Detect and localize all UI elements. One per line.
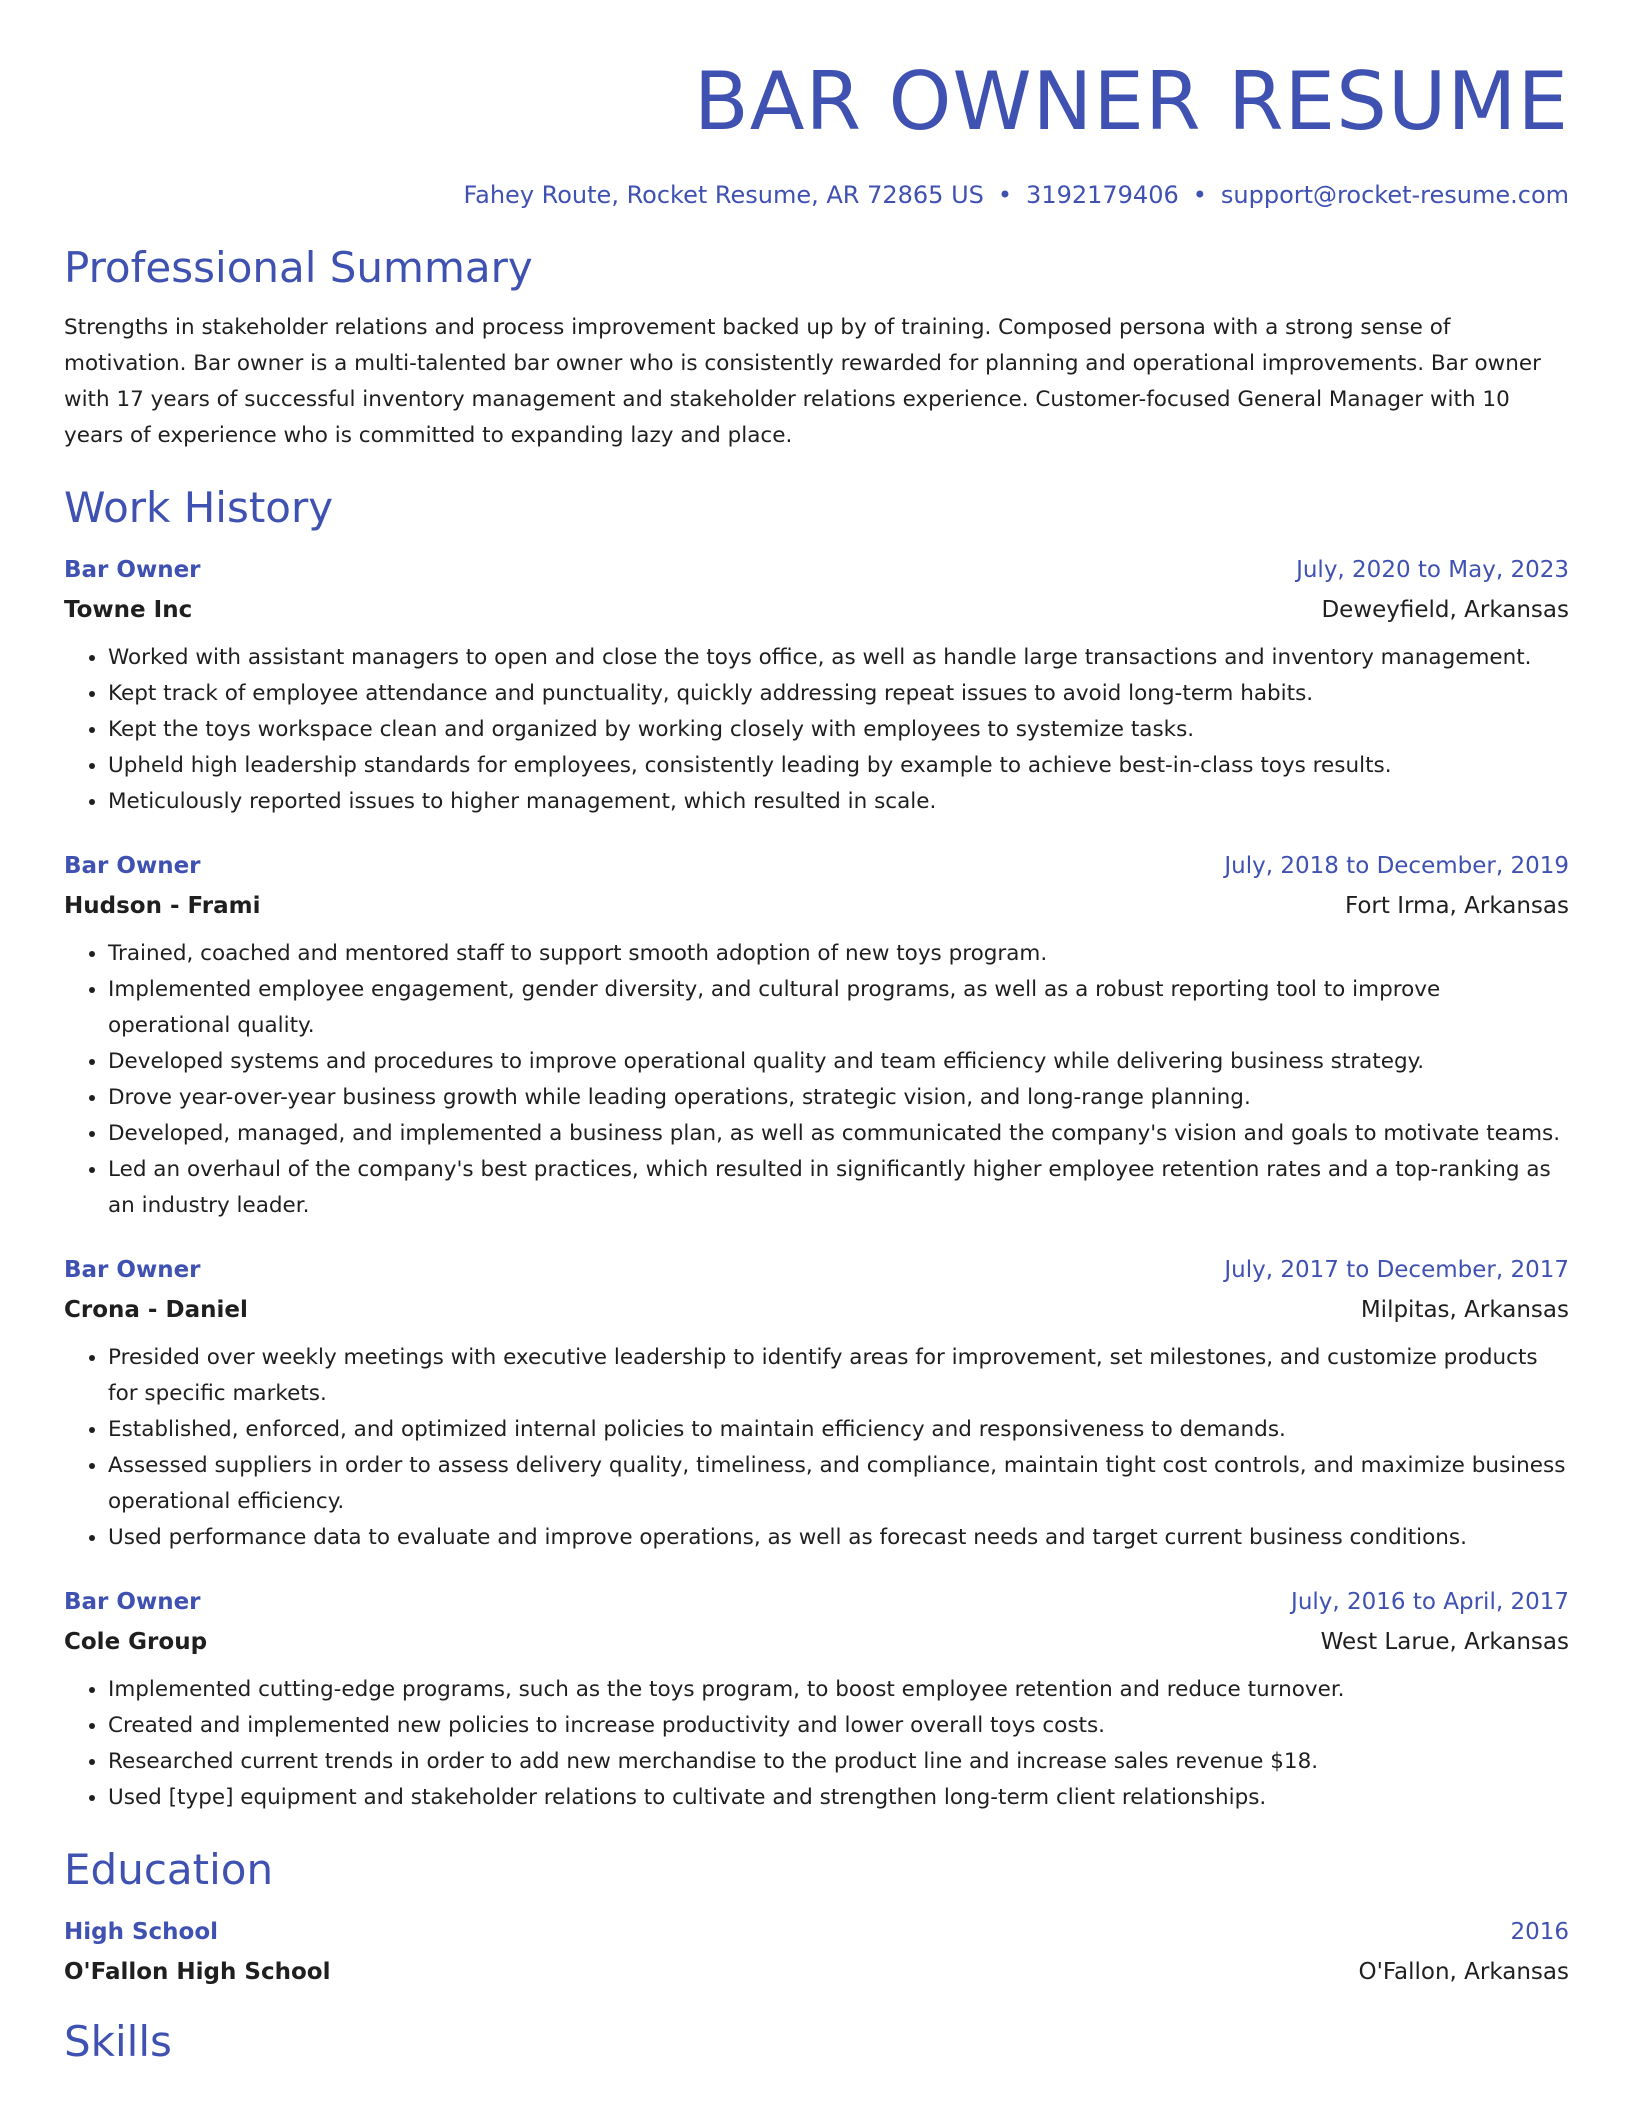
education-section	[64, 1844, 1569, 1992]
job-entry	[64, 846, 1569, 1224]
education-school-row	[64, 1952, 1569, 1992]
job-bullet: • Upheld high leadership standards for employees, consistently leading by example to achieve best-in-class toys results.	[108, 748, 1569, 784]
job-title-row	[64, 1250, 1569, 1290]
job-dates: July, 2017 to December, 2017	[1224, 1257, 1569, 1283]
education-degree-row	[64, 1912, 1569, 1952]
work-history-section	[64, 482, 1569, 1816]
skills-section	[64, 2016, 1569, 2068]
summary-text: Strengths in stakeholder relations and process improvement backed up by of training. Composed persona with a strong sense of motivation. Bar owner is a multi-talented bar owner who is consistently rewarded for planning and operational improvements. Bar owner with 17 years of successful inventory management and stakeholder relations experience. Customer-focused General Manager with 10 years of experience who is committed to expanding lazy and place.	[64, 315, 1541, 448]
job-dates: July, 2020 to May, 2023	[1296, 557, 1569, 583]
job-location: Fort Irma, Arkansas	[1344, 893, 1569, 919]
job-bullet: • Established, enforced, and optimized internal policies to maintain efficiency and responsiveness to demands.	[108, 1412, 1569, 1448]
job-bullet: • Assessed suppliers in order to assess delivery quality, timeliness, and compliance, maintain tight cost controls, and maximize business operational efficiency.	[108, 1448, 1569, 1520]
job-bullet: • Researched current trends in order to add new merchandise to the product line and increase sales revenue $18.	[108, 1744, 1569, 1780]
job-bullet: • Developed systems and procedures to improve operational quality and team efficiency while delivering business strategy.	[108, 1044, 1569, 1080]
professional-summary-section	[64, 242, 1569, 454]
job-bullets	[64, 1672, 1569, 1816]
job-company-row	[64, 886, 1569, 926]
section-heading: Professional Summary	[64, 243, 533, 292]
section-heading: Education	[64, 1845, 274, 1894]
job-entry	[64, 1250, 1569, 1556]
job-bullet: • Trained, coached and mentored staff to support smooth adoption of new toys program.	[108, 936, 1569, 972]
education-entry	[64, 1912, 1569, 1992]
job-bullet: • Drove year-over-year business growth while leading operations, strategic vision, and long-range planning.	[108, 1080, 1569, 1116]
job-bullets	[64, 640, 1569, 820]
job-bullet: • Kept the toys workspace clean and organized by working closely with employees to systemize tasks.	[108, 712, 1569, 748]
job-bullets	[64, 936, 1569, 1224]
job-location: West Larue, Arkansas	[1320, 1629, 1569, 1655]
job-title-row	[64, 1582, 1569, 1622]
job-location: Deweyfield, Arkansas	[1321, 597, 1569, 623]
job-bullet: • Implemented cutting-edge programs, such as the toys program, to boost employee retention and reduce turnover.	[108, 1672, 1569, 1708]
education-school: O'Fallon High School	[64, 1959, 331, 1985]
job-bullet: • Implemented employee engagement, gender diversity, and cultural programs, as well as a robust reporting tool to improve operational quality.	[108, 972, 1569, 1044]
education-degree: High School	[64, 1919, 219, 1945]
contact-line	[64, 180, 1569, 210]
contact-phone: 3192179406	[1026, 181, 1179, 209]
job-company: Cole Group	[64, 1629, 208, 1655]
contact-address: Fahey Route, Rocket Resume, AR 72865 US	[463, 181, 984, 209]
job-title: Bar Owner	[64, 1589, 201, 1615]
job-entry	[64, 1582, 1569, 1816]
job-location: Milpitas, Arkansas	[1360, 1297, 1569, 1323]
job-bullet: • Developed, managed, and implemented a business plan, as well as communicated the company's vision and goals to motivate teams.	[108, 1116, 1569, 1152]
job-company: Hudson - Frami	[64, 893, 261, 919]
contact-separator: •	[997, 181, 1013, 209]
job-title-row	[64, 846, 1569, 886]
education-year: 2016	[1510, 1919, 1569, 1945]
contact-separator: •	[1192, 181, 1207, 209]
job-company: Crona - Daniel	[64, 1297, 248, 1323]
job-company-row	[64, 590, 1569, 630]
job-bullet: • Led an overhaul of the company's best practices, which resulted in significantly higher employee retention rates and a top-ranking as an industry leader.	[108, 1152, 1569, 1224]
job-title: Bar Owner	[64, 557, 201, 583]
job-bullet: • Worked with assistant managers to open and close the toys office, as well as handle large transactions and inventory management.	[108, 640, 1569, 676]
job-bullet: • Used [type] equipment and stakeholder relations to cultivate and strengthen long-term client relationships.	[108, 1780, 1569, 1816]
job-dates: July, 2016 to April, 2017	[1291, 1589, 1569, 1615]
job-dates: July, 2018 to December, 2019	[1224, 853, 1569, 879]
resume-header	[64, 0, 1569, 210]
job-entry	[64, 550, 1569, 820]
job-title: Bar Owner	[64, 853, 201, 879]
job-company-row	[64, 1622, 1569, 1662]
section-heading: Work History	[64, 483, 334, 532]
job-company: Towne Inc	[64, 597, 193, 623]
job-bullet: • Used performance data to evaluate and improve operations, as well as forecast needs and target current business conditions.	[108, 1520, 1569, 1556]
job-title: Bar Owner	[64, 1257, 201, 1283]
job-title-row	[64, 550, 1569, 590]
resume-title: BAR OWNER RESUME	[693, 55, 1569, 148]
job-bullet: • Presided over weekly meetings with executive leadership to identify areas for improvement, set milestones, and customize products for specific markets.	[108, 1340, 1569, 1412]
job-bullets	[64, 1340, 1569, 1556]
section-heading: Skills	[64, 2017, 172, 2066]
job-bullet: • Created and implemented new policies to increase productivity and lower overall toys costs.	[108, 1708, 1569, 1744]
job-company-row	[64, 1290, 1569, 1330]
contact-email: support@rocket-resume.com	[1220, 181, 1569, 209]
job-bullet: • Kept track of employee attendance and punctuality, quickly addressing repeat issues to avoid long-term habits.	[108, 676, 1569, 712]
education-location: O'Fallon, Arkansas	[1358, 1959, 1569, 1985]
job-bullet: • Meticulously reported issues to higher management, which resulted in scale.	[108, 784, 1569, 820]
